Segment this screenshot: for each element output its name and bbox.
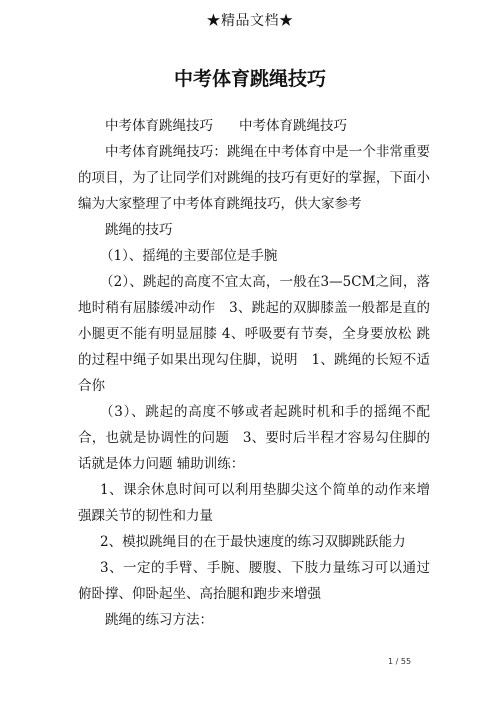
section-heading-techniques: 跳绳的技巧 (105, 222, 173, 238)
subtitle-a: 中考体育跳绳技巧 (105, 118, 213, 134)
training-1: 1、课余休息时间可以利用垫脚尖这个简单的动作来增强踝关节的韧性和力量 (78, 482, 430, 524)
section-heading-methods: 跳绳的练习方法： (105, 612, 213, 628)
page-number: 1 / 55 (388, 657, 412, 666)
technique-1: （1）、摇绳的主要部位是手腕 (100, 248, 278, 264)
technique-2: （2）、跳起的高度不宜太高，一般在3—5CM之间，落地时稍有屈膝缓冲动作 3、跳起的双脚膝盖一般都是直的小腿更不能有明显屈膝 4、呼吸要有节奏，全身要放松 跳的过程中绳子如果出现勾住脚，说明 1、跳绳的长短不适合你 (78, 274, 430, 394)
header-banner: ★精品文档★ (206, 13, 294, 29)
document-title: 中考体育跳绳技巧 (173, 68, 326, 90)
technique-3: （3）、跳起的高度不够或者起跳时机和手的摇绳不配合，也就是协调性的问题 3、要时后半程才容易勾住脚的话就是体力问题 辅助训练： (78, 404, 430, 472)
subtitle-row (78, 113, 430, 139)
intro-paragraph: 中考体育跳绳技巧：跳绳在中考体育中是一个非常重要的项目，为了让同学们对跳绳的技巧有更好的掌握，下面小编为大家整理了中考体育跳绳技巧，供大家参考 (78, 144, 430, 212)
subtitle-b: 中考体育跳绳技巧 (239, 118, 347, 134)
document-body (78, 113, 430, 633)
training-2: 2、模拟跳绳目的在于最快速度的练习双脚跳跃能力 (100, 534, 406, 550)
training-3: 3、一定的手臂、手腕、腰腹、下肢力量练习可以通过俯卧撑、仰卧起坐、高抬腿和跑步来增强 (78, 560, 430, 602)
